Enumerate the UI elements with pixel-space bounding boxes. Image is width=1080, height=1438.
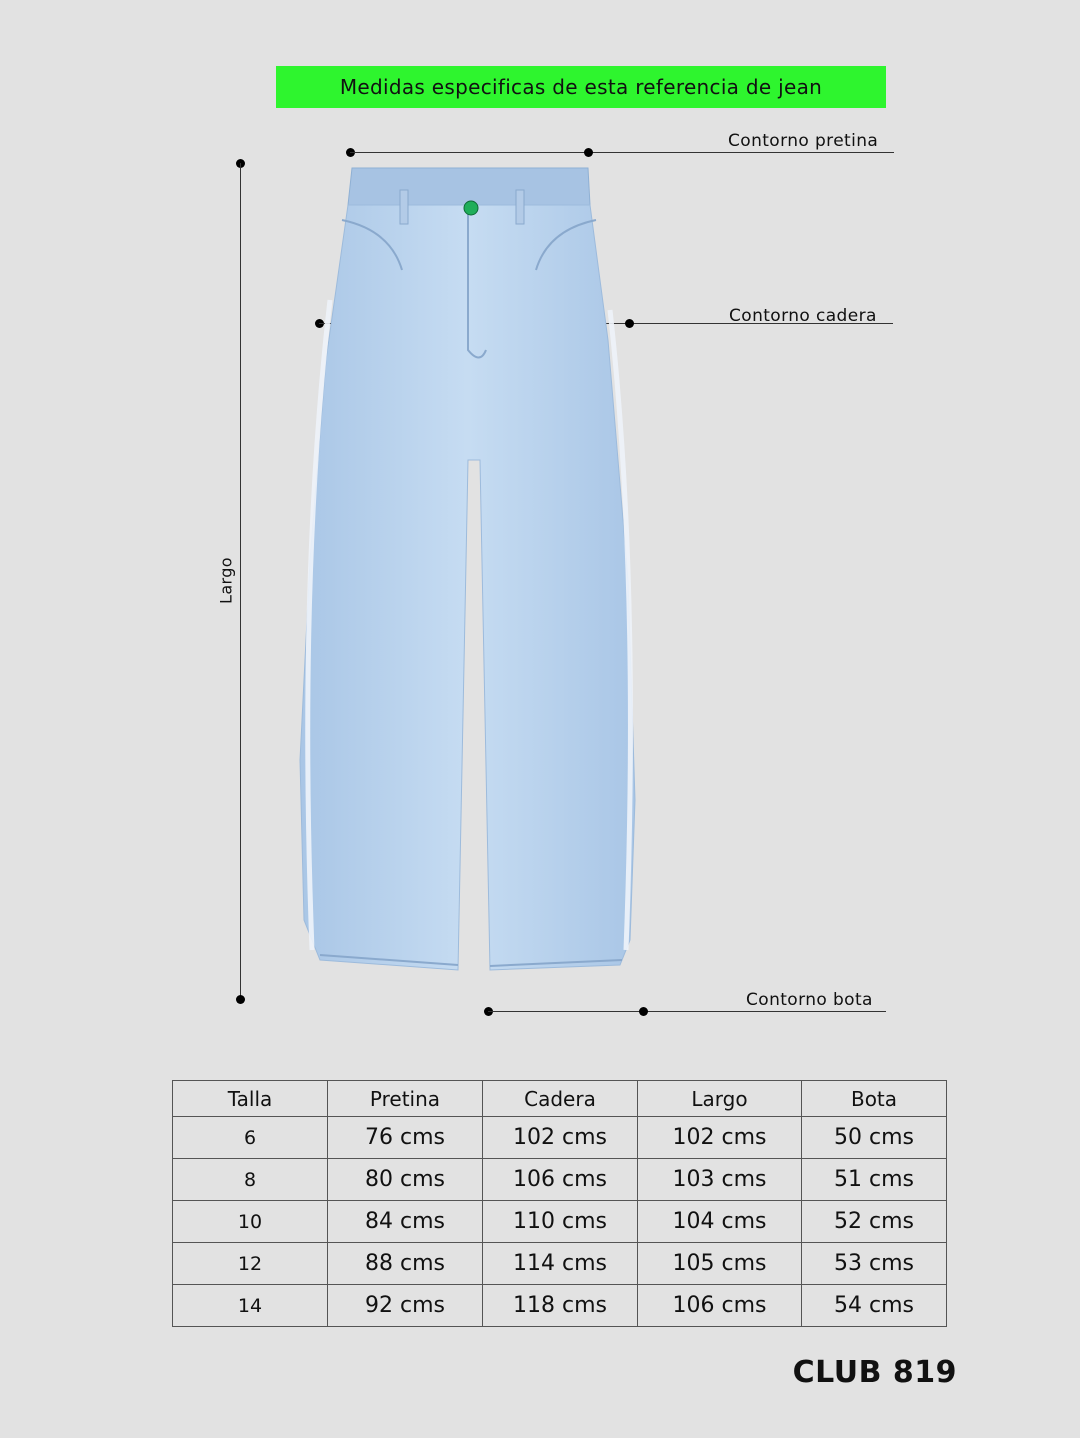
table-cell: 52 cms: [802, 1201, 947, 1243]
table-row: [173, 1201, 947, 1243]
bota-line: [488, 1011, 886, 1012]
header-largo: Largo: [638, 1081, 802, 1117]
table-cell: 105 cms: [638, 1243, 802, 1285]
table-cell: 104 cms: [638, 1201, 802, 1243]
pretina-end-dot: [584, 148, 593, 157]
table-cell: 106 cms: [483, 1159, 638, 1201]
header-cadera: Cadera: [483, 1081, 638, 1117]
table-cell: 8: [173, 1159, 328, 1201]
table-cell: 102 cms: [638, 1117, 802, 1159]
pretina-line: [350, 152, 894, 153]
table-row: [173, 1243, 947, 1285]
table-cell: 110 cms: [483, 1201, 638, 1243]
largo-label: Largo: [216, 557, 236, 604]
table-cell: 103 cms: [638, 1159, 802, 1201]
table-cell: 51 cms: [802, 1159, 947, 1201]
header-pretina: Pretina: [328, 1081, 483, 1117]
jeans-image: [290, 160, 650, 990]
cadera-label: Contorno cadera: [729, 306, 877, 326]
table-cell: 102 cms: [483, 1117, 638, 1159]
table-row: [173, 1159, 947, 1201]
pretina-label: Contorno pretina: [728, 131, 879, 151]
table-cell: 88 cms: [328, 1243, 483, 1285]
brand-logo: CLUB 819: [792, 1355, 957, 1390]
largo-bottom-dot: [236, 995, 245, 1004]
table-cell: 14: [173, 1285, 328, 1327]
table-cell: 114 cms: [483, 1243, 638, 1285]
table-header-row: [173, 1081, 947, 1117]
title-banner: [276, 66, 886, 108]
table-cell: 118 cms: [483, 1285, 638, 1327]
table-row: [173, 1117, 947, 1159]
table-cell: 84 cms: [328, 1201, 483, 1243]
bota-end-dot: [639, 1007, 648, 1016]
table-cell: 53 cms: [802, 1243, 947, 1285]
table-cell: 106 cms: [638, 1285, 802, 1327]
table-cell: 92 cms: [328, 1285, 483, 1327]
table-cell: 50 cms: [802, 1117, 947, 1159]
table-row: [173, 1285, 947, 1327]
table-cell: 12: [173, 1243, 328, 1285]
title-banner-text: Medidas especificas de esta referencia de jean: [339, 75, 823, 99]
header-bota: Bota: [802, 1081, 947, 1117]
table-cell: 54 cms: [802, 1285, 947, 1327]
size-table: [172, 1080, 947, 1327]
table-cell: 10: [173, 1201, 328, 1243]
table-cell: 6: [173, 1117, 328, 1159]
table-cell: 80 cms: [328, 1159, 483, 1201]
bota-label: Contorno bota: [746, 990, 873, 1010]
table-cell: 76 cms: [328, 1117, 483, 1159]
largo-line: [240, 163, 241, 999]
header-talla: Talla: [173, 1081, 328, 1117]
